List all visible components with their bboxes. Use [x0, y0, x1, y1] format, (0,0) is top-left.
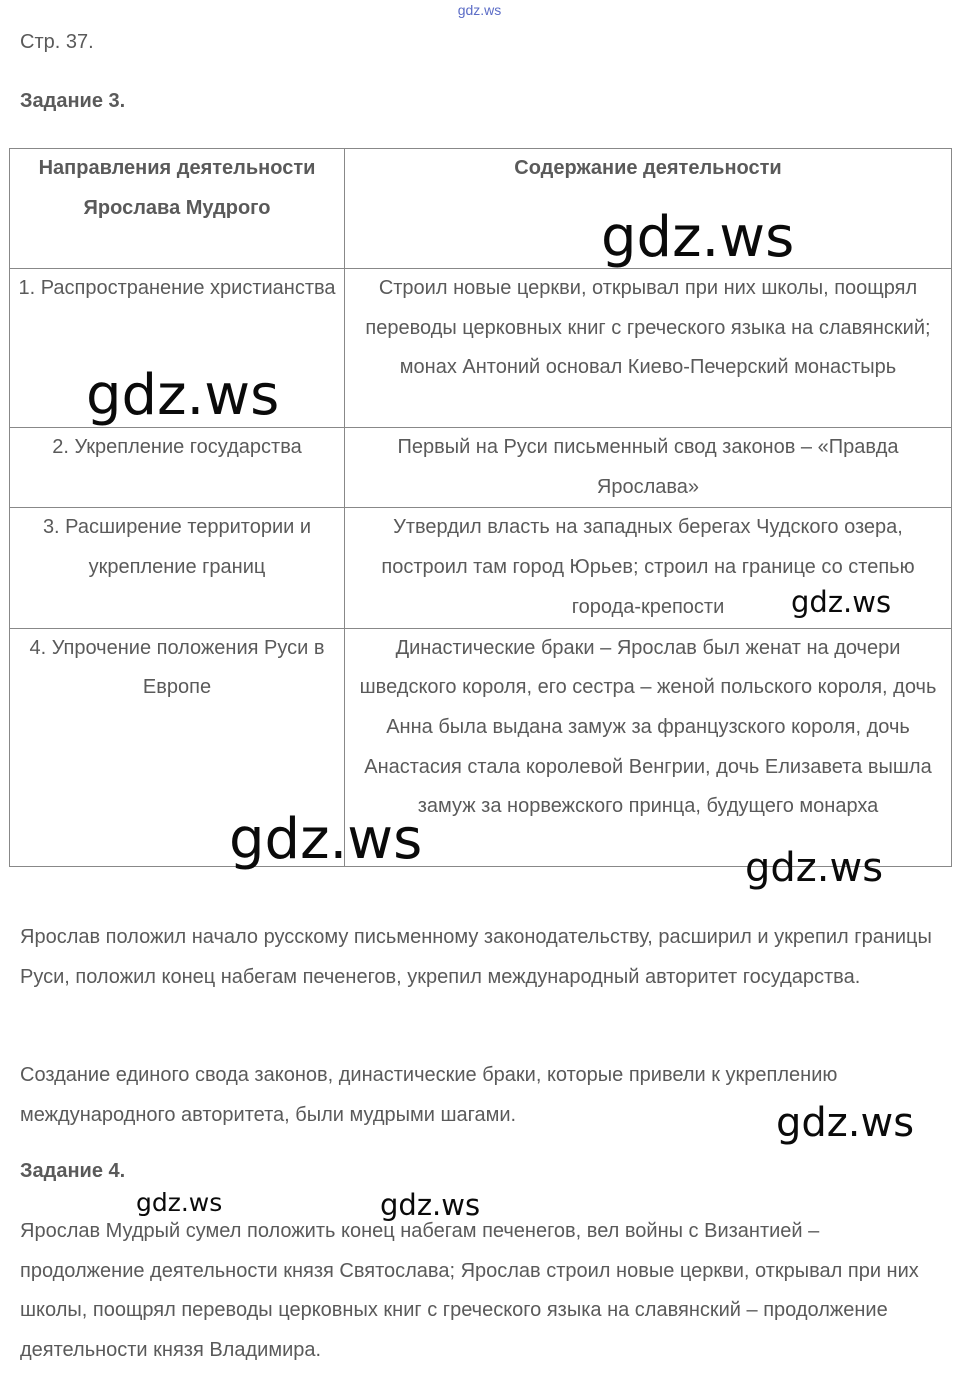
task-3-paragraph-2: Создание единого свода законов, династические браки, которые привели к укреплению международного авторитета, были мудрыми шагами.	[20, 1064, 838, 1126]
page-number: Стр. 37.	[20, 31, 94, 53]
table-row	[10, 428, 952, 508]
header-content: Содержание деятельности	[345, 149, 952, 269]
task-3-paragraph-1: Ярослав положил начало русскому письменному законодательству, расширил и укрепил границы Руси, положил конец набегам печенегов, укрепил международный авторитет государства.	[20, 926, 932, 988]
top-watermark: gdz.ws	[457, 2, 502, 18]
task-4-paragraph: Ярослав Мудрый сумел положить конец набегам печенегов, вел войны с Византией – продолжение деятельности князя Святослава; Ярослав строил новые церкви, открывал при них школы, поощрял переводы церковных книг с греческого языка на славянский – продолжение деятельности князя Владимира.	[20, 1220, 919, 1361]
row-1-direction: 1. Распространение христианства	[10, 269, 345, 428]
task-3-heading: Задание 3.	[20, 90, 126, 112]
watermark: gdz.ws	[776, 1100, 915, 1146]
row-4-content: Династические браки – Ярослав был женат на дочери шведского короля, его сестра – женой польского короля, дочь Анна была выдана замуж за французского короля, дочь Анастасия стала королевой Венгрии, дочь Елизавета вышла замуж за норвежского принца, будущего монарха	[345, 628, 952, 866]
watermark: gdz.ws	[229, 807, 423, 872]
watermark: gdz.ws	[136, 1188, 223, 1217]
row-2-content: Первый на Руси письменный свод законов – «Правда Ярослава»	[345, 428, 952, 508]
watermark: gdz.ws	[601, 205, 795, 270]
row-3-content: Утвердил власть на западных берегах Чудского озера, построил там город Юрьев; строил на границе со степью города-крепости	[345, 508, 952, 628]
row-1-content: Строил новые церкви, открывал при них школы, поощрял переводы церковных книг с греческого языка на славянский; монах Антоний основал Киево-Печерский монастырь	[345, 269, 952, 428]
watermark: gdz.ws	[380, 1188, 481, 1222]
watermark: gdz.ws	[86, 363, 280, 428]
header-directions: Направления деятельности Ярослава Мудрого	[10, 149, 345, 269]
row-2-direction: 2. Укрепление государства	[10, 428, 345, 508]
watermark: gdz.ws	[745, 845, 884, 891]
row-3-direction: 3. Расширение территории и укрепление границ	[10, 508, 345, 628]
table-row	[10, 628, 952, 866]
task-4-heading: Задание 4.	[20, 1160, 126, 1182]
watermark: gdz.ws	[791, 585, 892, 619]
table-header-row	[10, 149, 952, 269]
row-4-direction: 4. Упрочение положения Руси в Европе	[10, 628, 345, 866]
